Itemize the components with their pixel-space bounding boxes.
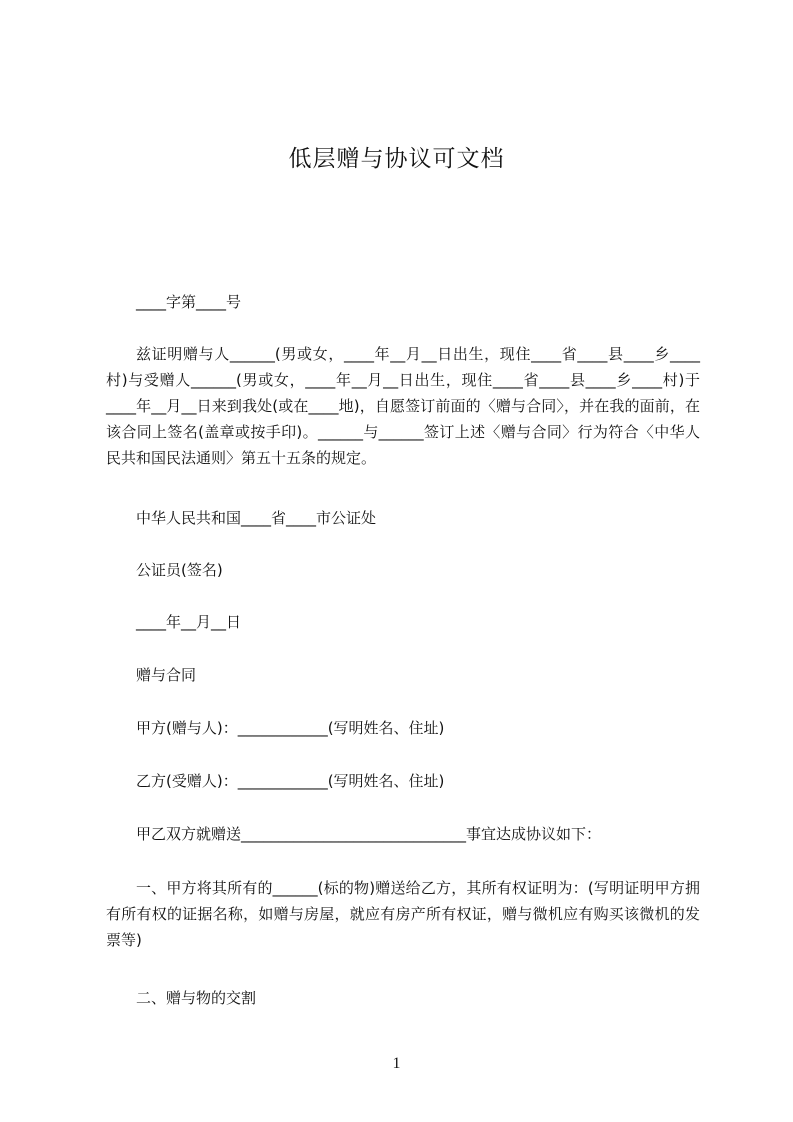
certification-paragraph: 兹证明赠与人______(男或女，____年__月__日出生，现住____省____县____乡____村)与受赠人______(男或女，____年__月__日出生，现住____省____县____乡____村)于____年__月__日来到我处(或在____地)，自愿签订前面的〈赠与合同〉，并在我的面前，在该合同上签名(盖章或按手印)。______与______签订上述〈赠与合同〉行为符合〈中华人民共和国民法通则〉第五十五条的规定。 [106, 345, 700, 467]
notary-signature-line: 公证员(签名) [136, 561, 223, 579]
notary-office-line: 中华人民共和国____省____市公证处 [136, 509, 377, 527]
party-b-line: 乙方(受赠人)：____________(写明姓名、住址) [136, 772, 445, 790]
party-a-line: 甲方(赠与人)：____________(写明姓名、住址) [136, 719, 445, 737]
page-number: 1 [392, 1055, 401, 1072]
agreement-line: 甲乙双方就赠送______________________________事宜达成协议如下： [136, 825, 602, 843]
date-line: ____年__月__日 [136, 613, 242, 631]
clause-1-paragraph: 一、甲方将其所有的______(标的物)赠送给乙方，其所有权证明为：(写明证明甲方拥有所有权的证据名称，如赠与房屋，就应有房产所有权证，赠与微机应有购买该微机的发票等) [106, 879, 700, 949]
contract-heading: 赠与合同 [136, 666, 197, 684]
document-title: 低层赠与协议可文档 [288, 146, 505, 172]
doc-number-line: ____字第____号 [136, 293, 242, 311]
clause-2-heading: 二、赠与物的交割 [136, 989, 257, 1007]
